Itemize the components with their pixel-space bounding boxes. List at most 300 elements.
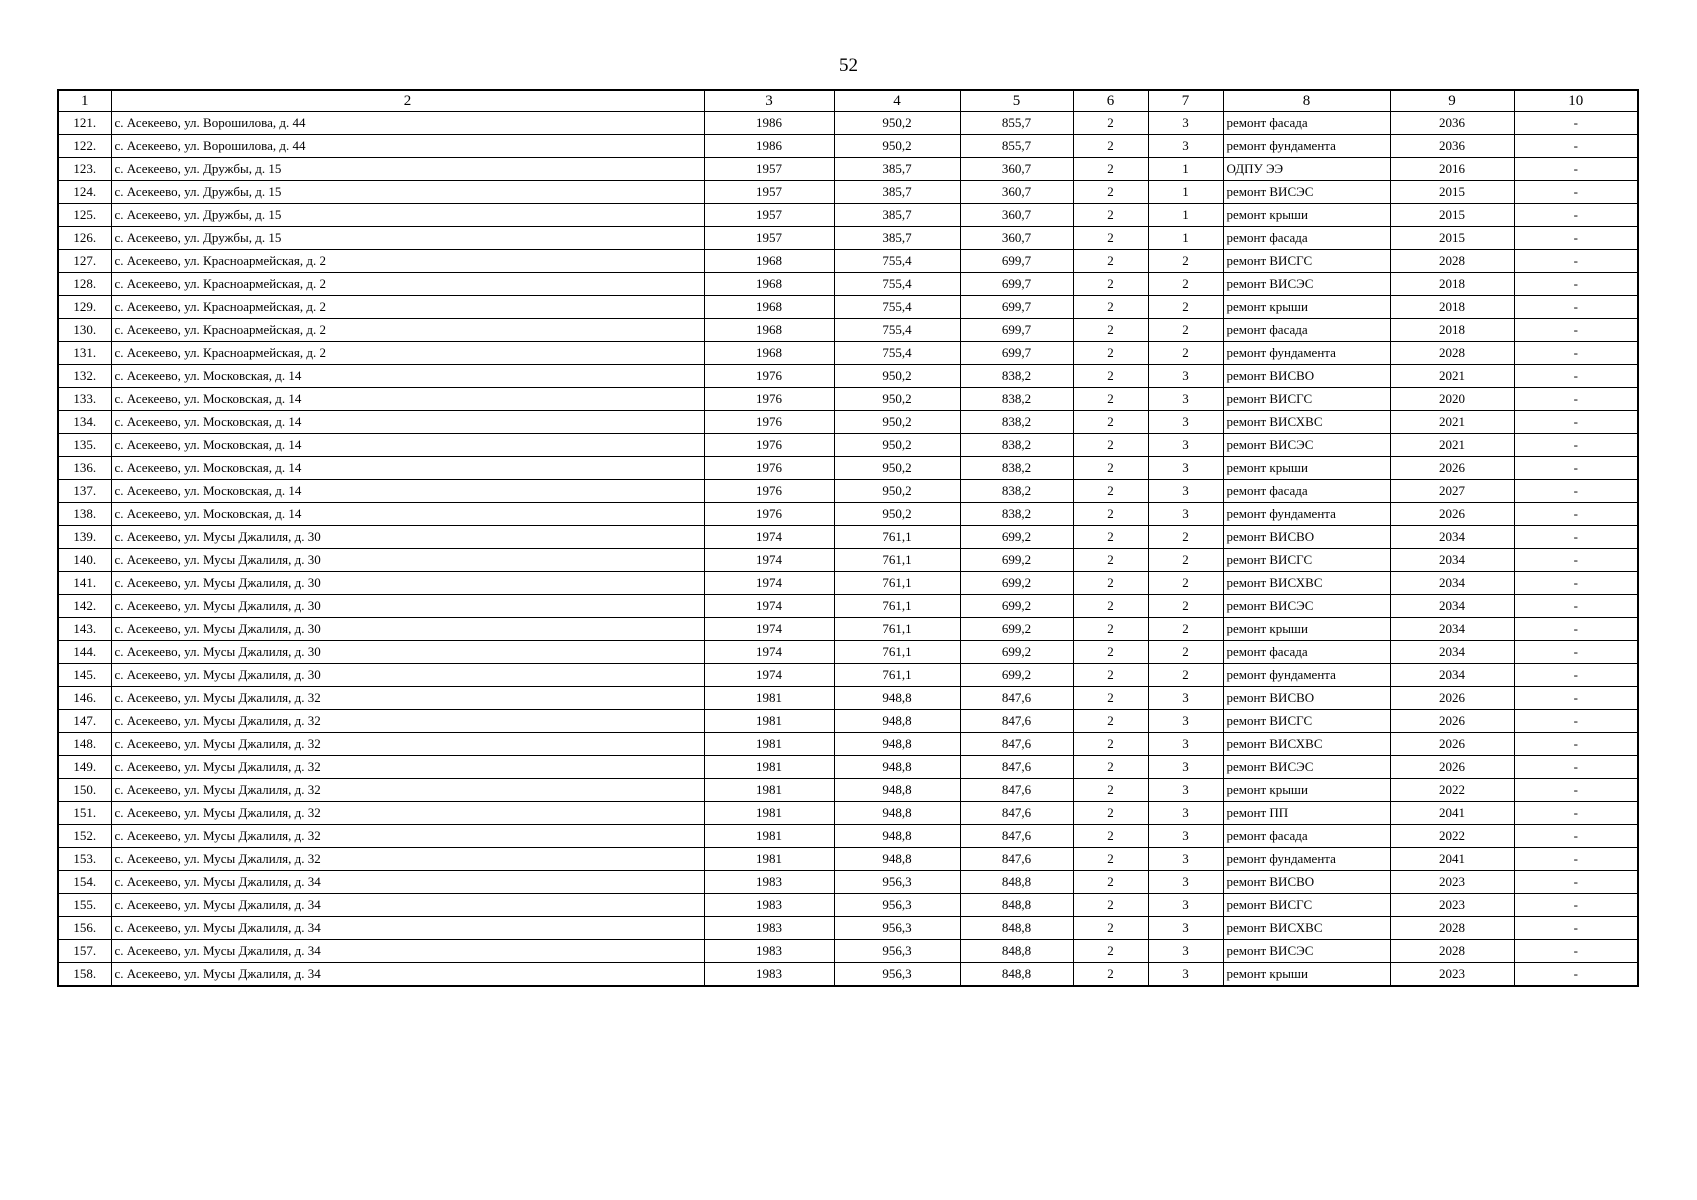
address-cell: с. Асекеево, ул. Московская, д. 14 bbox=[111, 503, 704, 526]
build-year-cell: 1976 bbox=[704, 503, 834, 526]
total-area-cell: 755,4 bbox=[834, 342, 960, 365]
work-type-cell: ремонт ВИСГС bbox=[1223, 388, 1390, 411]
living-area-cell: 699,2 bbox=[960, 664, 1073, 687]
living-area-cell: 838,2 bbox=[960, 388, 1073, 411]
entrances-cell: 3 bbox=[1148, 411, 1223, 434]
floors-cell: 2 bbox=[1073, 273, 1148, 296]
work-type-cell: ремонт ВИСЭС bbox=[1223, 434, 1390, 457]
note-cell: - bbox=[1514, 296, 1638, 319]
entrances-cell: 2 bbox=[1148, 641, 1223, 664]
table-row bbox=[58, 756, 1638, 779]
note-cell: - bbox=[1514, 250, 1638, 273]
row-number-cell: 123. bbox=[58, 158, 111, 181]
entrances-cell: 1 bbox=[1148, 158, 1223, 181]
entrances-cell: 3 bbox=[1148, 848, 1223, 871]
build-year-cell: 1983 bbox=[704, 917, 834, 940]
note-cell: - bbox=[1514, 204, 1638, 227]
address-cell: с. Асекеево, ул. Красноармейская, д. 2 bbox=[111, 319, 704, 342]
total-area-cell: 755,4 bbox=[834, 319, 960, 342]
entrances-cell: 3 bbox=[1148, 480, 1223, 503]
planned-year-cell: 2021 bbox=[1390, 434, 1514, 457]
row-number-cell: 155. bbox=[58, 894, 111, 917]
work-type-cell: ремонт ВИСХВС bbox=[1223, 572, 1390, 595]
table-row bbox=[58, 779, 1638, 802]
living-area-cell: 699,2 bbox=[960, 618, 1073, 641]
planned-year-cell: 2015 bbox=[1390, 181, 1514, 204]
floors-cell: 2 bbox=[1073, 963, 1148, 987]
row-number-cell: 153. bbox=[58, 848, 111, 871]
build-year-cell: 1983 bbox=[704, 963, 834, 987]
note-cell: - bbox=[1514, 135, 1638, 158]
living-area-cell: 848,8 bbox=[960, 917, 1073, 940]
column-header: 3 bbox=[704, 90, 834, 112]
planned-year-cell: 2028 bbox=[1390, 342, 1514, 365]
table-row bbox=[58, 917, 1638, 940]
build-year-cell: 1957 bbox=[704, 204, 834, 227]
column-header: 5 bbox=[960, 90, 1073, 112]
planned-year-cell: 2022 bbox=[1390, 779, 1514, 802]
floors-cell: 2 bbox=[1073, 158, 1148, 181]
floors-cell: 2 bbox=[1073, 687, 1148, 710]
planned-year-cell: 2034 bbox=[1390, 664, 1514, 687]
entrances-cell: 3 bbox=[1148, 802, 1223, 825]
planned-year-cell: 2028 bbox=[1390, 940, 1514, 963]
work-type-cell: ремонт ВИСВО bbox=[1223, 687, 1390, 710]
entrances-cell: 2 bbox=[1148, 664, 1223, 687]
table-row bbox=[58, 664, 1638, 687]
note-cell: - bbox=[1514, 181, 1638, 204]
address-cell: с. Асекеево, ул. Красноармейская, д. 2 bbox=[111, 250, 704, 273]
planned-year-cell: 2018 bbox=[1390, 296, 1514, 319]
planned-year-cell: 2034 bbox=[1390, 526, 1514, 549]
table-row bbox=[58, 296, 1638, 319]
total-area-cell: 385,7 bbox=[834, 181, 960, 204]
living-area-cell: 360,7 bbox=[960, 227, 1073, 250]
build-year-cell: 1957 bbox=[704, 227, 834, 250]
entrances-cell: 2 bbox=[1148, 595, 1223, 618]
row-number-cell: 121. bbox=[58, 112, 111, 135]
total-area-cell: 385,7 bbox=[834, 158, 960, 181]
living-area-cell: 847,6 bbox=[960, 848, 1073, 871]
entrances-cell: 3 bbox=[1148, 434, 1223, 457]
entrances-cell: 2 bbox=[1148, 342, 1223, 365]
total-area-cell: 948,8 bbox=[834, 825, 960, 848]
work-type-cell: ремонт ВИСХВС bbox=[1223, 917, 1390, 940]
planned-year-cell: 2036 bbox=[1390, 135, 1514, 158]
floors-cell: 2 bbox=[1073, 572, 1148, 595]
note-cell: - bbox=[1514, 664, 1638, 687]
row-number-cell: 124. bbox=[58, 181, 111, 204]
row-number-cell: 148. bbox=[58, 733, 111, 756]
entrances-cell: 3 bbox=[1148, 135, 1223, 158]
column-header: 6 bbox=[1073, 90, 1148, 112]
living-area-cell: 848,8 bbox=[960, 894, 1073, 917]
column-header: 1 bbox=[58, 90, 111, 112]
living-area-cell: 699,7 bbox=[960, 342, 1073, 365]
living-area-cell: 855,7 bbox=[960, 135, 1073, 158]
build-year-cell: 1968 bbox=[704, 342, 834, 365]
planned-year-cell: 2028 bbox=[1390, 917, 1514, 940]
table-row bbox=[58, 940, 1638, 963]
planned-year-cell: 2018 bbox=[1390, 273, 1514, 296]
row-number-cell: 154. bbox=[58, 871, 111, 894]
table-row bbox=[58, 572, 1638, 595]
living-area-cell: 848,8 bbox=[960, 871, 1073, 894]
living-area-cell: 838,2 bbox=[960, 480, 1073, 503]
row-number-cell: 158. bbox=[58, 963, 111, 987]
total-area-cell: 956,3 bbox=[834, 963, 960, 987]
build-year-cell: 1983 bbox=[704, 871, 834, 894]
note-cell: - bbox=[1514, 388, 1638, 411]
row-number-cell: 130. bbox=[58, 319, 111, 342]
total-area-cell: 950,2 bbox=[834, 135, 960, 158]
work-type-cell: ремонт крыши bbox=[1223, 457, 1390, 480]
address-cell: с. Асекеево, ул. Мусы Джалиля, д. 30 bbox=[111, 641, 704, 664]
work-type-cell: ремонт фундамента bbox=[1223, 664, 1390, 687]
note-cell: - bbox=[1514, 756, 1638, 779]
build-year-cell: 1983 bbox=[704, 940, 834, 963]
note-cell: - bbox=[1514, 641, 1638, 664]
note-cell: - bbox=[1514, 963, 1638, 987]
build-year-cell: 1976 bbox=[704, 411, 834, 434]
note-cell: - bbox=[1514, 503, 1638, 526]
planned-year-cell: 2028 bbox=[1390, 250, 1514, 273]
total-area-cell: 761,1 bbox=[834, 641, 960, 664]
work-type-cell: ремонт крыши bbox=[1223, 204, 1390, 227]
entrances-cell: 3 bbox=[1148, 503, 1223, 526]
note-cell: - bbox=[1514, 411, 1638, 434]
address-cell: с. Асекеево, ул. Московская, д. 14 bbox=[111, 480, 704, 503]
row-number-cell: 128. bbox=[58, 273, 111, 296]
floors-cell: 2 bbox=[1073, 135, 1148, 158]
build-year-cell: 1981 bbox=[704, 733, 834, 756]
table-row bbox=[58, 825, 1638, 848]
build-year-cell: 1986 bbox=[704, 112, 834, 135]
living-area-cell: 699,7 bbox=[960, 296, 1073, 319]
total-area-cell: 385,7 bbox=[834, 204, 960, 227]
work-type-cell: ремонт фундамента bbox=[1223, 135, 1390, 158]
total-area-cell: 948,8 bbox=[834, 756, 960, 779]
living-area-cell: 699,2 bbox=[960, 572, 1073, 595]
entrances-cell: 3 bbox=[1148, 457, 1223, 480]
address-cell: с. Асекеево, ул. Дружбы, д. 15 bbox=[111, 158, 704, 181]
table-row bbox=[58, 480, 1638, 503]
row-number-cell: 135. bbox=[58, 434, 111, 457]
address-cell: с. Асекеево, ул. Мусы Джалиля, д. 32 bbox=[111, 687, 704, 710]
build-year-cell: 1974 bbox=[704, 572, 834, 595]
table-row bbox=[58, 549, 1638, 572]
living-area-cell: 699,7 bbox=[960, 319, 1073, 342]
living-area-cell: 847,6 bbox=[960, 733, 1073, 756]
entrances-cell: 3 bbox=[1148, 963, 1223, 987]
address-cell: с. Асекеево, ул. Московская, д. 14 bbox=[111, 411, 704, 434]
note-cell: - bbox=[1514, 319, 1638, 342]
planned-year-cell: 2041 bbox=[1390, 848, 1514, 871]
table-row bbox=[58, 112, 1638, 135]
table-row bbox=[58, 204, 1638, 227]
build-year-cell: 1976 bbox=[704, 457, 834, 480]
table-row bbox=[58, 503, 1638, 526]
column-header: 2 bbox=[111, 90, 704, 112]
total-area-cell: 948,8 bbox=[834, 687, 960, 710]
column-header: 10 bbox=[1514, 90, 1638, 112]
address-cell: с. Асекеево, ул. Московская, д. 14 bbox=[111, 457, 704, 480]
note-cell: - bbox=[1514, 618, 1638, 641]
note-cell: - bbox=[1514, 595, 1638, 618]
table-row bbox=[58, 250, 1638, 273]
living-area-cell: 847,6 bbox=[960, 779, 1073, 802]
table-row bbox=[58, 963, 1638, 987]
total-area-cell: 761,1 bbox=[834, 664, 960, 687]
table-row bbox=[58, 319, 1638, 342]
total-area-cell: 948,8 bbox=[834, 733, 960, 756]
living-area-cell: 699,2 bbox=[960, 549, 1073, 572]
row-number-cell: 139. bbox=[58, 526, 111, 549]
total-area-cell: 948,8 bbox=[834, 848, 960, 871]
note-cell: - bbox=[1514, 802, 1638, 825]
table-row bbox=[58, 618, 1638, 641]
address-cell: с. Асекеево, ул. Мусы Джалиля, д. 34 bbox=[111, 871, 704, 894]
row-number-cell: 138. bbox=[58, 503, 111, 526]
living-area-cell: 847,6 bbox=[960, 756, 1073, 779]
entrances-cell: 3 bbox=[1148, 112, 1223, 135]
floors-cell: 2 bbox=[1073, 802, 1148, 825]
address-cell: с. Асекеево, ул. Мусы Джалиля, д. 32 bbox=[111, 802, 704, 825]
entrances-cell: 3 bbox=[1148, 825, 1223, 848]
entrances-cell: 1 bbox=[1148, 181, 1223, 204]
total-area-cell: 956,3 bbox=[834, 871, 960, 894]
floors-cell: 2 bbox=[1073, 342, 1148, 365]
work-type-cell: ремонт фасада bbox=[1223, 480, 1390, 503]
work-type-cell: ремонт ВИСГС bbox=[1223, 710, 1390, 733]
living-area-cell: 848,8 bbox=[960, 963, 1073, 987]
total-area-cell: 956,3 bbox=[834, 917, 960, 940]
floors-cell: 2 bbox=[1073, 319, 1148, 342]
row-number-cell: 150. bbox=[58, 779, 111, 802]
note-cell: - bbox=[1514, 112, 1638, 135]
row-number-cell: 122. bbox=[58, 135, 111, 158]
build-year-cell: 1974 bbox=[704, 549, 834, 572]
build-year-cell: 1981 bbox=[704, 802, 834, 825]
row-number-cell: 126. bbox=[58, 227, 111, 250]
build-year-cell: 1986 bbox=[704, 135, 834, 158]
entrances-cell: 2 bbox=[1148, 572, 1223, 595]
build-year-cell: 1981 bbox=[704, 848, 834, 871]
total-area-cell: 761,1 bbox=[834, 572, 960, 595]
entrances-cell: 2 bbox=[1148, 526, 1223, 549]
total-area-cell: 950,2 bbox=[834, 365, 960, 388]
table-row bbox=[58, 848, 1638, 871]
build-year-cell: 1981 bbox=[704, 756, 834, 779]
build-year-cell: 1968 bbox=[704, 250, 834, 273]
entrances-cell: 3 bbox=[1148, 779, 1223, 802]
total-area-cell: 948,8 bbox=[834, 802, 960, 825]
living-area-cell: 360,7 bbox=[960, 181, 1073, 204]
row-number-cell: 132. bbox=[58, 365, 111, 388]
build-year-cell: 1974 bbox=[704, 664, 834, 687]
total-area-cell: 948,8 bbox=[834, 710, 960, 733]
floors-cell: 2 bbox=[1073, 526, 1148, 549]
row-number-cell: 140. bbox=[58, 549, 111, 572]
living-area-cell: 847,6 bbox=[960, 825, 1073, 848]
table-row bbox=[58, 227, 1638, 250]
build-year-cell: 1974 bbox=[704, 641, 834, 664]
table-row bbox=[58, 687, 1638, 710]
floors-cell: 2 bbox=[1073, 848, 1148, 871]
note-cell: - bbox=[1514, 848, 1638, 871]
planned-year-cell: 2018 bbox=[1390, 319, 1514, 342]
work-type-cell: ремонт крыши bbox=[1223, 618, 1390, 641]
entrances-cell: 3 bbox=[1148, 894, 1223, 917]
address-cell: с. Асекеево, ул. Красноармейская, д. 2 bbox=[111, 273, 704, 296]
entrances-cell: 3 bbox=[1148, 940, 1223, 963]
planned-year-cell: 2016 bbox=[1390, 158, 1514, 181]
column-header: 8 bbox=[1223, 90, 1390, 112]
address-cell: с. Асекеево, ул. Мусы Джалиля, д. 30 bbox=[111, 572, 704, 595]
address-cell: с. Асекеево, ул. Мусы Джалиля, д. 32 bbox=[111, 733, 704, 756]
planned-year-cell: 2027 bbox=[1390, 480, 1514, 503]
table-row bbox=[58, 733, 1638, 756]
planned-year-cell: 2034 bbox=[1390, 572, 1514, 595]
row-number-cell: 156. bbox=[58, 917, 111, 940]
floors-cell: 2 bbox=[1073, 227, 1148, 250]
work-type-cell: ремонт фасада bbox=[1223, 319, 1390, 342]
work-type-cell: ремонт фундамента bbox=[1223, 342, 1390, 365]
work-type-cell: ремонт ВИСХВС bbox=[1223, 411, 1390, 434]
entrances-cell: 3 bbox=[1148, 710, 1223, 733]
planned-year-cell: 2026 bbox=[1390, 457, 1514, 480]
planned-year-cell: 2023 bbox=[1390, 963, 1514, 987]
row-number-cell: 125. bbox=[58, 204, 111, 227]
note-cell: - bbox=[1514, 434, 1638, 457]
address-cell: с. Асекеево, ул. Московская, д. 14 bbox=[111, 434, 704, 457]
floors-cell: 2 bbox=[1073, 618, 1148, 641]
work-type-cell: ОДПУ ЭЭ bbox=[1223, 158, 1390, 181]
floors-cell: 2 bbox=[1073, 388, 1148, 411]
work-type-cell: ремонт фундамента bbox=[1223, 503, 1390, 526]
address-cell: с. Асекеево, ул. Московская, д. 14 bbox=[111, 365, 704, 388]
entrances-cell: 3 bbox=[1148, 687, 1223, 710]
living-area-cell: 838,2 bbox=[960, 434, 1073, 457]
floors-cell: 2 bbox=[1073, 457, 1148, 480]
note-cell: - bbox=[1514, 365, 1638, 388]
total-area-cell: 950,2 bbox=[834, 411, 960, 434]
work-type-cell: ремонт крыши bbox=[1223, 963, 1390, 987]
work-type-cell: ремонт ВИСЭС bbox=[1223, 181, 1390, 204]
column-header: 9 bbox=[1390, 90, 1514, 112]
living-area-cell: 699,7 bbox=[960, 273, 1073, 296]
row-number-cell: 137. bbox=[58, 480, 111, 503]
build-year-cell: 1976 bbox=[704, 388, 834, 411]
table-row bbox=[58, 365, 1638, 388]
living-area-cell: 699,2 bbox=[960, 526, 1073, 549]
note-cell: - bbox=[1514, 457, 1638, 480]
entrances-cell: 1 bbox=[1148, 227, 1223, 250]
row-number-cell: 151. bbox=[58, 802, 111, 825]
address-cell: с. Асекеево, ул. Мусы Джалиля, д. 32 bbox=[111, 779, 704, 802]
floors-cell: 2 bbox=[1073, 733, 1148, 756]
total-area-cell: 950,2 bbox=[834, 388, 960, 411]
address-cell: с. Асекеево, ул. Мусы Джалиля, д. 30 bbox=[111, 664, 704, 687]
floors-cell: 2 bbox=[1073, 296, 1148, 319]
table-row bbox=[58, 273, 1638, 296]
table-row bbox=[58, 135, 1638, 158]
work-type-cell: ремонт ВИСГС bbox=[1223, 894, 1390, 917]
living-area-cell: 847,6 bbox=[960, 687, 1073, 710]
address-cell: с. Асекеево, ул. Мусы Джалиля, д. 30 bbox=[111, 549, 704, 572]
total-area-cell: 755,4 bbox=[834, 250, 960, 273]
living-area-cell: 699,2 bbox=[960, 641, 1073, 664]
address-cell: с. Асекеево, ул. Мусы Джалиля, д. 34 bbox=[111, 894, 704, 917]
work-type-cell: ремонт ВИСЭС bbox=[1223, 273, 1390, 296]
build-year-cell: 1957 bbox=[704, 158, 834, 181]
table-row bbox=[58, 434, 1638, 457]
floors-cell: 2 bbox=[1073, 825, 1148, 848]
entrances-cell: 3 bbox=[1148, 388, 1223, 411]
note-cell: - bbox=[1514, 687, 1638, 710]
row-number-cell: 143. bbox=[58, 618, 111, 641]
living-area-cell: 848,8 bbox=[960, 940, 1073, 963]
address-cell: с. Асекеево, ул. Мусы Джалиля, д. 34 bbox=[111, 963, 704, 987]
build-year-cell: 1981 bbox=[704, 825, 834, 848]
address-cell: с. Асекеево, ул. Красноармейская, д. 2 bbox=[111, 342, 704, 365]
row-number-cell: 146. bbox=[58, 687, 111, 710]
address-cell: с. Асекеево, ул. Московская, д. 14 bbox=[111, 388, 704, 411]
note-cell: - bbox=[1514, 871, 1638, 894]
work-type-cell: ремонт фасада bbox=[1223, 227, 1390, 250]
work-type-cell: ремонт ВИСЭС bbox=[1223, 756, 1390, 779]
work-type-cell: ремонт крыши bbox=[1223, 779, 1390, 802]
work-type-cell: ремонт ВИСГС bbox=[1223, 549, 1390, 572]
floors-cell: 2 bbox=[1073, 641, 1148, 664]
planned-year-cell: 2041 bbox=[1390, 802, 1514, 825]
work-type-cell: ремонт ВИСВО bbox=[1223, 526, 1390, 549]
note-cell: - bbox=[1514, 894, 1638, 917]
work-type-cell: ремонт ПП bbox=[1223, 802, 1390, 825]
build-year-cell: 1981 bbox=[704, 779, 834, 802]
living-area-cell: 360,7 bbox=[960, 158, 1073, 181]
build-year-cell: 1981 bbox=[704, 687, 834, 710]
entrances-cell: 3 bbox=[1148, 756, 1223, 779]
table-row bbox=[58, 595, 1638, 618]
build-year-cell: 1957 bbox=[704, 181, 834, 204]
living-area-cell: 699,2 bbox=[960, 595, 1073, 618]
work-type-cell: ремонт ВИСХВС bbox=[1223, 733, 1390, 756]
entrances-cell: 3 bbox=[1148, 871, 1223, 894]
planned-year-cell: 2026 bbox=[1390, 710, 1514, 733]
work-type-cell: ремонт ВИСВО bbox=[1223, 871, 1390, 894]
total-area-cell: 385,7 bbox=[834, 227, 960, 250]
note-cell: - bbox=[1514, 572, 1638, 595]
total-area-cell: 950,2 bbox=[834, 503, 960, 526]
entrances-cell: 2 bbox=[1148, 250, 1223, 273]
total-area-cell: 761,1 bbox=[834, 595, 960, 618]
total-area-cell: 956,3 bbox=[834, 940, 960, 963]
build-year-cell: 1974 bbox=[704, 618, 834, 641]
table-row bbox=[58, 871, 1638, 894]
planned-year-cell: 2026 bbox=[1390, 733, 1514, 756]
address-cell: с. Асекеево, ул. Мусы Джалиля, д. 30 bbox=[111, 618, 704, 641]
planned-year-cell: 2034 bbox=[1390, 595, 1514, 618]
living-area-cell: 847,6 bbox=[960, 710, 1073, 733]
entrances-cell: 2 bbox=[1148, 549, 1223, 572]
address-cell: с. Асекеево, ул. Мусы Джалиля, д. 32 bbox=[111, 848, 704, 871]
note-cell: - bbox=[1514, 342, 1638, 365]
floors-cell: 2 bbox=[1073, 664, 1148, 687]
floors-cell: 2 bbox=[1073, 365, 1148, 388]
planned-year-cell: 2023 bbox=[1390, 894, 1514, 917]
living-area-cell: 838,2 bbox=[960, 457, 1073, 480]
